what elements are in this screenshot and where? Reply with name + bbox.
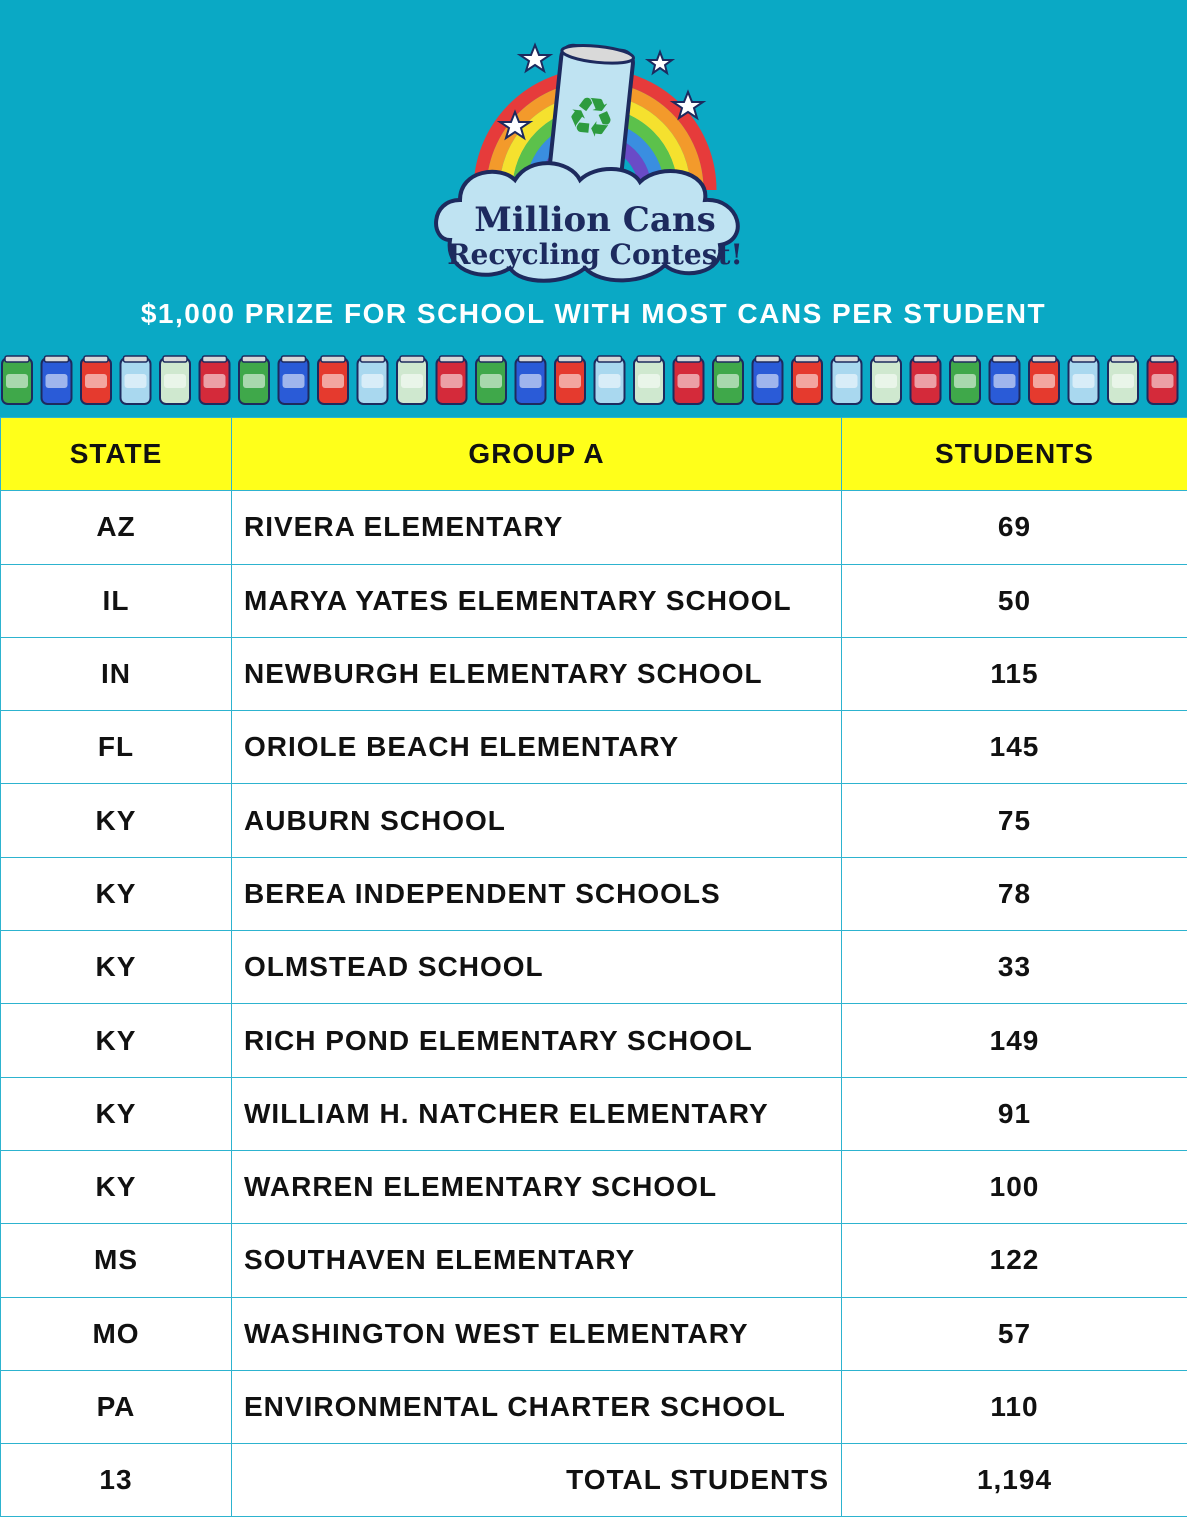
state-cell: KY xyxy=(1,1004,232,1077)
students-cell: 100 xyxy=(842,1150,1187,1223)
school-cell: ORIOLE BEACH ELEMENTARY xyxy=(232,711,842,784)
table-row xyxy=(1,1004,1187,1077)
school-cell: BEREA INDEPENDENT SCHOOLS xyxy=(232,857,842,930)
table-header-row xyxy=(1,418,1187,491)
students-cell: 145 xyxy=(842,711,1187,784)
total-row xyxy=(1,1444,1187,1517)
state-cell: KY xyxy=(1,1150,232,1223)
header-banner xyxy=(0,0,1187,417)
state-cell: IN xyxy=(1,637,232,710)
logo-subtitle: Recycling Contest! xyxy=(447,238,743,271)
table-row xyxy=(1,784,1187,857)
school-cell: MARYA YATES ELEMENTARY SCHOOL xyxy=(232,564,842,637)
state-cell: KY xyxy=(1,1077,232,1150)
students-cell: 57 xyxy=(842,1297,1187,1370)
school-cell: SOUTHAVEN ELEMENTARY xyxy=(232,1224,842,1297)
students-cell: 122 xyxy=(842,1224,1187,1297)
school-cell: WARREN ELEMENTARY SCHOOL xyxy=(232,1150,842,1223)
students-cell: 75 xyxy=(842,784,1187,857)
state-cell: KY xyxy=(1,931,232,1004)
students-cell: 91 xyxy=(842,1077,1187,1150)
table-row xyxy=(1,1370,1187,1443)
school-cell: ENVIRONMENTAL CHARTER SCHOOL xyxy=(232,1370,842,1443)
table-row xyxy=(1,491,1187,564)
state-cell: AZ xyxy=(1,491,232,564)
students-cell: 69 xyxy=(842,491,1187,564)
school-table xyxy=(0,417,1187,1517)
school-cell: RIVERA ELEMENTARY xyxy=(232,491,842,564)
students-cell: 33 xyxy=(842,931,1187,1004)
school-cell: WASHINGTON WEST ELEMENTARY xyxy=(232,1297,842,1370)
header-students: STUDENTS xyxy=(842,418,1187,491)
state-cell: MS xyxy=(1,1224,232,1297)
contest-logo xyxy=(420,40,770,290)
students-cell: 110 xyxy=(842,1370,1187,1443)
header-state: STATE xyxy=(1,418,232,491)
school-cell: OLMSTEAD SCHOOL xyxy=(232,931,842,1004)
table-row xyxy=(1,564,1187,637)
table-row xyxy=(1,931,1187,1004)
table-row xyxy=(1,1150,1187,1223)
svg-text:♻: ♻ xyxy=(563,83,619,152)
table-row xyxy=(1,1077,1187,1150)
state-cell: KY xyxy=(1,784,232,857)
state-cell: KY xyxy=(1,857,232,930)
soda-cans-icon xyxy=(0,352,1187,412)
students-cell: 115 xyxy=(842,637,1187,710)
students-cell: 50 xyxy=(842,564,1187,637)
school-cell: AUBURN SCHOOL xyxy=(232,784,842,857)
total-label: TOTAL STUDENTS xyxy=(232,1444,842,1517)
state-cell: IL xyxy=(1,564,232,637)
logo-title: Million Cans xyxy=(474,200,716,240)
school-cell: NEWBURGH ELEMENTARY SCHOOL xyxy=(232,637,842,710)
table-row xyxy=(1,857,1187,930)
school-cell: RICH POND ELEMENTARY SCHOOL xyxy=(232,1004,842,1077)
table-row xyxy=(1,711,1187,784)
students-cell: 149 xyxy=(842,1004,1187,1077)
state-cell: MO xyxy=(1,1297,232,1370)
students-cell: 78 xyxy=(842,857,1187,930)
table-row xyxy=(1,1297,1187,1370)
table-row xyxy=(1,637,1187,710)
prize-banner: $1,000 PRIZE FOR SCHOOL WITH MOST CANS PER STUDENT xyxy=(140,298,1047,329)
header-group: GROUP A xyxy=(232,418,842,491)
state-cell: PA xyxy=(1,1370,232,1443)
table-row xyxy=(1,1224,1187,1297)
school-cell: WILLIAM H. NATCHER ELEMENTARY xyxy=(232,1077,842,1150)
can-strip-decoration xyxy=(0,352,1187,412)
state-cell: FL xyxy=(1,711,232,784)
total-students: 1,194 xyxy=(842,1444,1187,1517)
total-state-count: 13 xyxy=(1,1444,232,1517)
